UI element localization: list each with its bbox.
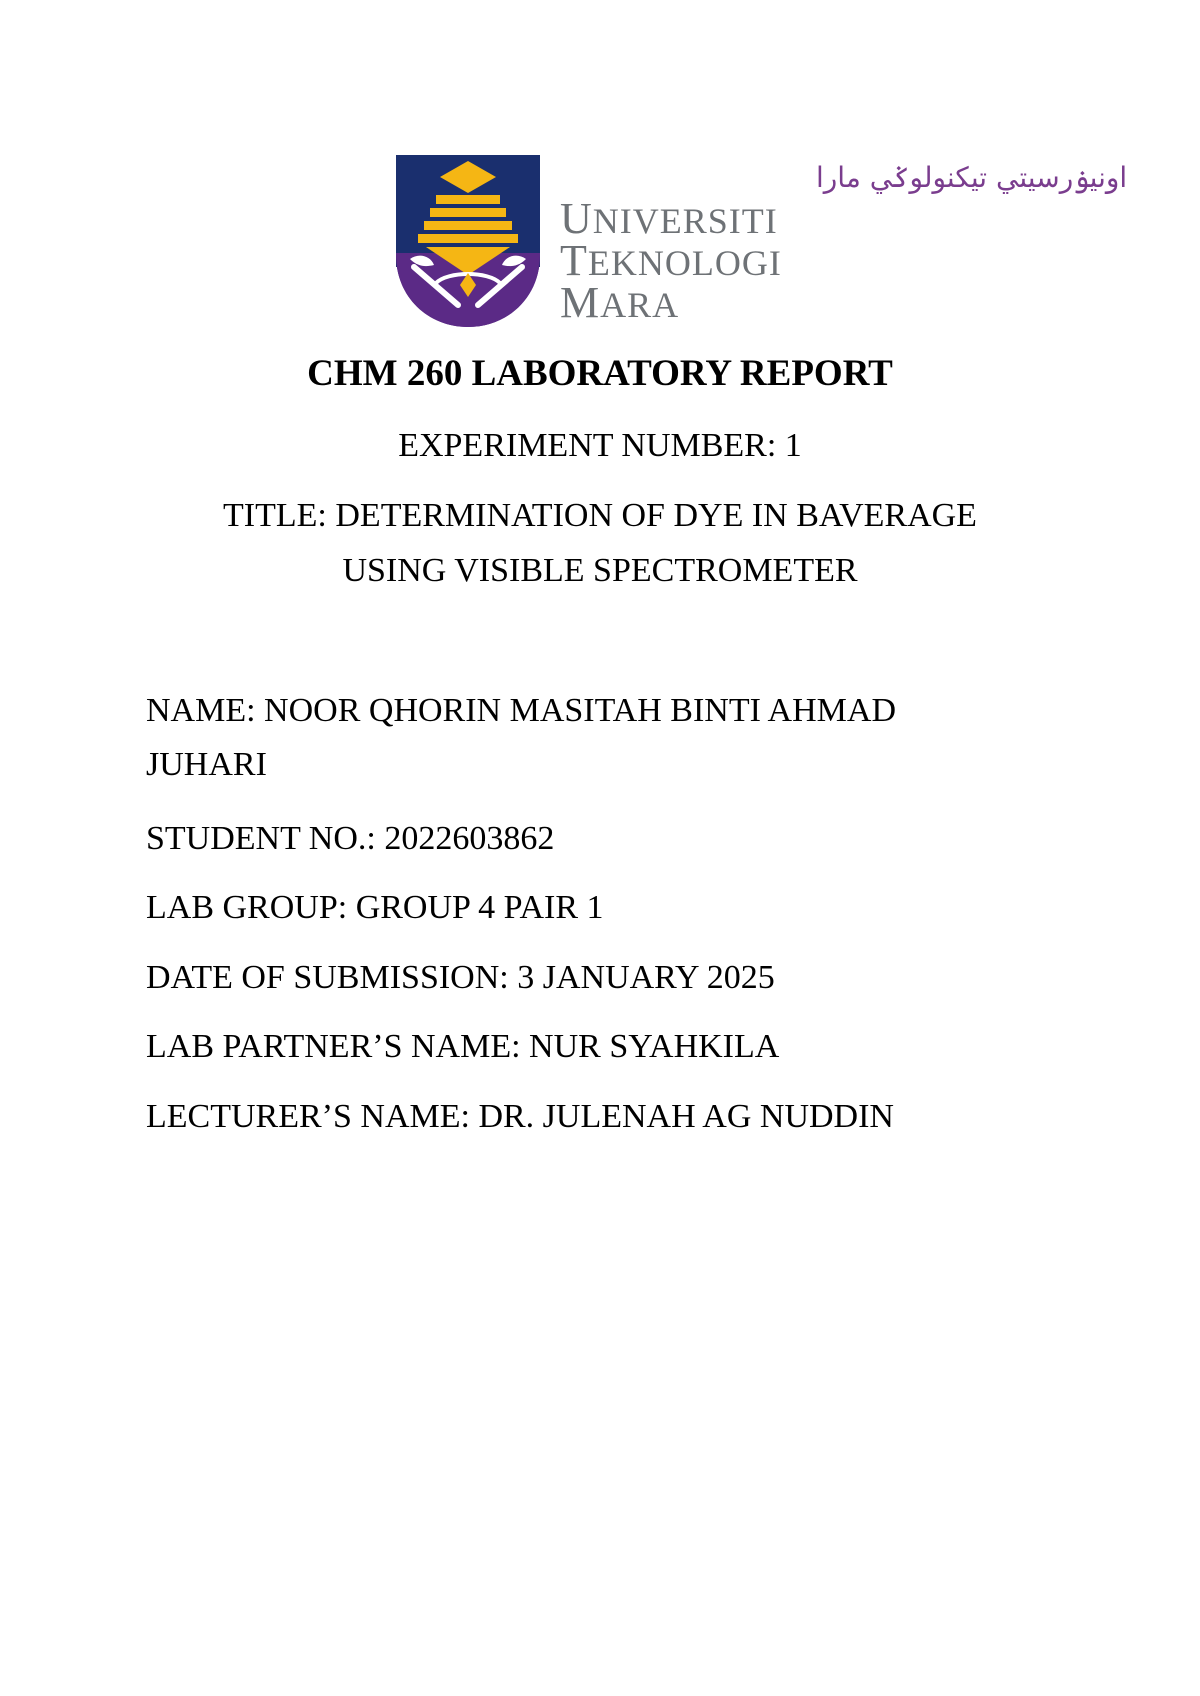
wordmark-line-2: TEKNOLOGI — [560, 236, 782, 285]
university-logo — [396, 155, 1128, 327]
svg-text:اونيۏرسيتي تيكنولوݢي مارا: اونيۏرسيتي تيكنولوݢي مارا — [816, 161, 1128, 194]
lecturer-name: LECTURER’S NAME: DR. JULENAH AG NUDDIN — [146, 1098, 894, 1135]
wordmark-universiti — [560, 194, 778, 243]
university-wordmark — [560, 155, 1128, 327]
wordmark-line-1: UNIVERSITI — [560, 194, 778, 243]
wordmark-mara — [560, 278, 680, 327]
wordmark-teknologi — [560, 236, 782, 285]
experiment-number: EXPERIMENT NUMBER: 1 — [398, 427, 802, 464]
report-title-line-2: USING VISIBLE SPECTROMETER — [342, 552, 858, 589]
report-heading: CHM 260 LABORATORY REPORT — [307, 353, 893, 394]
report-title-line-1: TITLE: DETERMINATION OF DYE IN BAVERAGE — [223, 497, 977, 534]
student-number: STUDENT NO.: 2022603862 — [146, 820, 555, 857]
date-of-submission: DATE OF SUBMISSION: 3 JANUARY 2025 — [146, 959, 775, 996]
shield-emblem-icon — [396, 155, 540, 327]
student-name-line-2: JUHARI — [146, 746, 267, 783]
lab-group: LAB GROUP: GROUP 4 PAIR 1 — [146, 889, 604, 926]
jawi-script-logo — [560, 155, 1128, 197]
wordmark-line-3: MARA — [560, 278, 680, 327]
student-name-line-1: NAME: NOOR QHORIN MASITAH BINTI AHMAD — [146, 692, 896, 729]
lab-partner-name: LAB PARTNER’S NAME: NUR SYAHKILA — [146, 1028, 780, 1065]
